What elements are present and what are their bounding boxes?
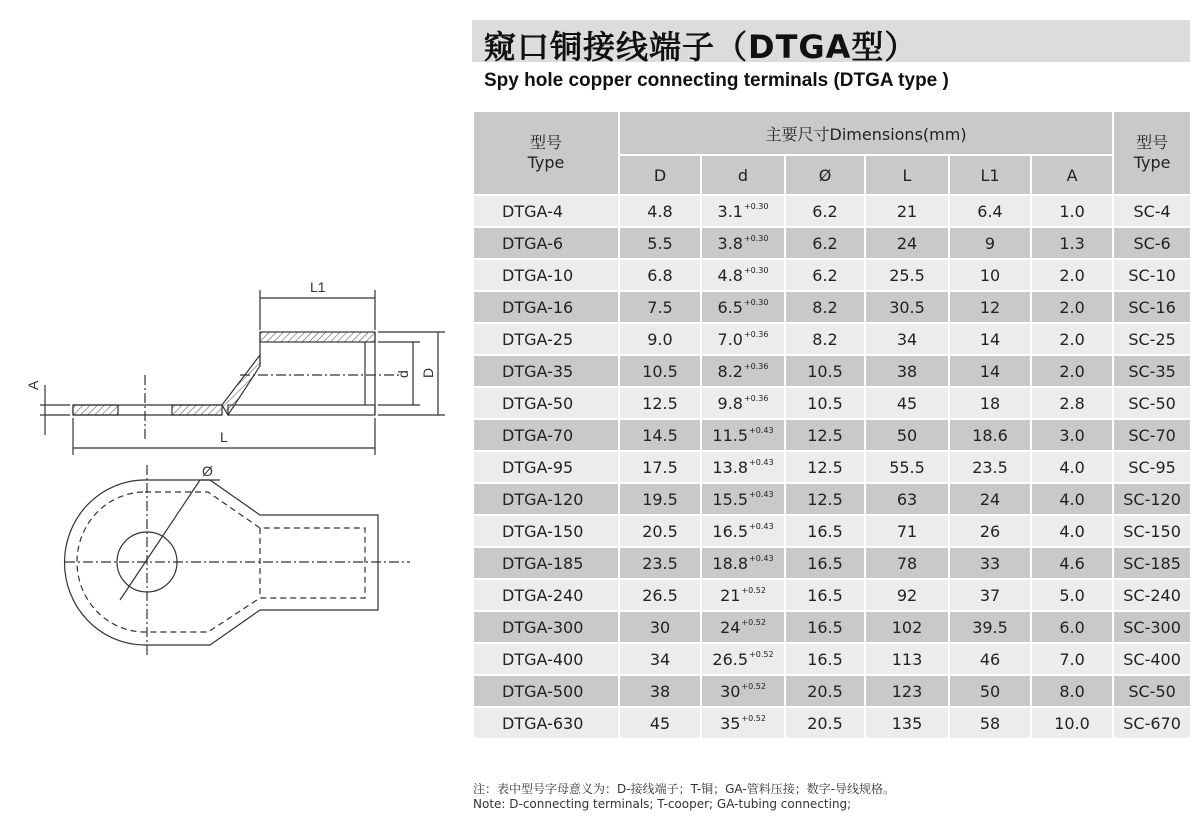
cell-L: 50	[865, 419, 949, 451]
table-row	[473, 611, 1191, 643]
cell-A: 2.0	[1031, 323, 1113, 355]
cell-phi: 16.5	[785, 515, 865, 547]
tolerance-superscript: +0.36	[743, 393, 769, 403]
cell-phi: 8.2	[785, 323, 865, 355]
table-row	[473, 195, 1191, 227]
cell-phi: 16.5	[785, 611, 865, 643]
terminal-drawing-svg	[20, 270, 450, 660]
cell-L: 24	[865, 227, 949, 259]
top-view	[65, 465, 410, 655]
cell-D: 19.5	[619, 483, 701, 515]
cell-L: 45	[865, 387, 949, 419]
cell-phi: 20.5	[785, 675, 865, 707]
cell-type: DTGA-6	[473, 227, 619, 259]
cell-phi: 6.2	[785, 195, 865, 227]
cell-A: 2.0	[1031, 355, 1113, 387]
cell-sc: SC-120	[1113, 483, 1191, 515]
cell-d: $24^{+0.52}$	[701, 611, 785, 643]
cell-type: DTGA-150	[473, 515, 619, 547]
cell-A: 1.0	[1031, 195, 1113, 227]
cell-L1: 14	[949, 323, 1031, 355]
tolerance-superscript: +0.43	[749, 425, 774, 435]
cell-L1: 14	[949, 355, 1031, 387]
tolerance-superscript: +0.52	[741, 681, 766, 691]
type-header-left: 型号 Type	[473, 111, 619, 195]
type-header-right: 型号 Type	[1113, 111, 1191, 195]
cell-L1: 46	[949, 643, 1031, 675]
cell-d: $3.8^{+0.30}$	[701, 227, 785, 259]
cell-L1: 6.4	[949, 195, 1031, 227]
cell-L: 55.5	[865, 451, 949, 483]
cell-d: $30^{+0.52}$	[701, 675, 785, 707]
side-view	[73, 332, 400, 440]
cell-L1: 18	[949, 387, 1031, 419]
tolerance-superscript: +0.30	[743, 201, 769, 211]
tolerance-superscript: +0.43	[749, 553, 774, 563]
cell-d: $9.8^{+0.36}$	[701, 387, 785, 419]
cell-type: DTGA-240	[473, 579, 619, 611]
cell-L: 63	[865, 483, 949, 515]
col-header-L: L	[865, 155, 949, 195]
col-header-d: d	[701, 155, 785, 195]
dimensions-header: 主要尺寸Dimensions(mm)	[619, 111, 1113, 155]
cell-type: DTGA-120	[473, 483, 619, 515]
cell-L: 135	[865, 707, 949, 739]
cell-A: 4.0	[1031, 483, 1113, 515]
cell-L1: 9	[949, 227, 1031, 259]
cell-L1: 50	[949, 675, 1031, 707]
cell-d: $18.8^{+0.43}$	[701, 547, 785, 579]
dimensions-table-container	[472, 110, 1190, 768]
cell-D: 30	[619, 611, 701, 643]
tolerance-superscript: +0.52	[741, 617, 766, 627]
page-subtitle: Spy hole copper connecting terminals (DTGA type )	[484, 70, 949, 91]
cell-A: 2.0	[1031, 291, 1113, 323]
cell-sc: SC-50	[1113, 675, 1191, 707]
side-plate-left	[73, 405, 118, 415]
table-body	[473, 195, 1191, 739]
dim-phi-line	[120, 480, 200, 600]
table-row	[473, 451, 1191, 483]
cell-d: $6.5^{+0.30}$	[701, 291, 785, 323]
cell-A: 4.0	[1031, 515, 1113, 547]
table-row	[473, 547, 1191, 579]
terminal-technical-drawing	[20, 270, 450, 664]
tolerance-superscript: +0.36	[743, 361, 769, 371]
cell-D: 38	[619, 675, 701, 707]
cell-D: 20.5	[619, 515, 701, 547]
cell-phi: 12.5	[785, 419, 865, 451]
cell-L: 123	[865, 675, 949, 707]
label-phi: Ø	[202, 463, 213, 479]
cell-d: $35^{+0.52}$	[701, 707, 785, 739]
barrel-top-wall	[260, 332, 375, 342]
tolerance-superscript: +0.30	[743, 233, 769, 243]
cell-L1: 24	[949, 483, 1031, 515]
cell-L: 92	[865, 579, 949, 611]
cell-d: $26.5^{+0.52}$	[701, 643, 785, 675]
cell-type: DTGA-185	[473, 547, 619, 579]
cell-phi: 6.2	[785, 259, 865, 291]
cell-L: 78	[865, 547, 949, 579]
table-row	[473, 291, 1191, 323]
cell-sc: SC-400	[1113, 643, 1191, 675]
cell-A: 10.0	[1031, 707, 1113, 739]
table-row	[473, 323, 1191, 355]
tolerance-superscript: +0.43	[749, 457, 774, 467]
cell-L1: 23.5	[949, 451, 1031, 483]
cell-type: DTGA-630	[473, 707, 619, 739]
cell-D: 17.5	[619, 451, 701, 483]
label-D: D	[420, 367, 436, 378]
cell-L: 71	[865, 515, 949, 547]
cell-sc: SC-185	[1113, 547, 1191, 579]
table-row	[473, 579, 1191, 611]
cell-D: 45	[619, 707, 701, 739]
cell-type: DTGA-10	[473, 259, 619, 291]
cell-D: 26.5	[619, 579, 701, 611]
cell-L: 30.5	[865, 291, 949, 323]
cell-d: $21^{+0.52}$	[701, 579, 785, 611]
cell-L1: 39.5	[949, 611, 1031, 643]
cell-sc: SC-10	[1113, 259, 1191, 291]
col-header-A: A	[1031, 155, 1113, 195]
dimensions-table	[472, 110, 1192, 740]
table-row	[473, 643, 1191, 675]
label-A: A	[25, 380, 41, 390]
cell-phi: 8.2	[785, 291, 865, 323]
tolerance-superscript: +0.52	[749, 649, 774, 659]
cell-d: $13.8^{+0.43}$	[701, 451, 785, 483]
tolerance-superscript: +0.52	[741, 713, 766, 723]
cell-d: $4.8^{+0.30}$	[701, 259, 785, 291]
cell-phi: 20.5	[785, 707, 865, 739]
cell-d: $15.5^{+0.43}$	[701, 483, 785, 515]
cell-phi: 16.5	[785, 547, 865, 579]
cell-sc: SC-25	[1113, 323, 1191, 355]
cell-A: 7.0	[1031, 643, 1113, 675]
label-L: L	[220, 429, 228, 445]
table-row	[473, 259, 1191, 291]
table-row	[473, 355, 1191, 387]
tolerance-superscript: +0.36	[743, 329, 769, 339]
cell-D: 12.5	[619, 387, 701, 419]
cell-L: 102	[865, 611, 949, 643]
cell-L: 25.5	[865, 259, 949, 291]
label-L1: L1	[310, 279, 326, 295]
tolerance-superscript: +0.43	[749, 489, 774, 499]
cell-type: DTGA-4	[473, 195, 619, 227]
table-row	[473, 515, 1191, 547]
cell-sc: SC-95	[1113, 451, 1191, 483]
table-row	[473, 675, 1191, 707]
cell-D: 4.8	[619, 195, 701, 227]
barrel-bottom-wall	[228, 405, 375, 415]
cell-phi: 16.5	[785, 579, 865, 611]
cell-sc: SC-300	[1113, 611, 1191, 643]
side-plate-right	[172, 405, 222, 415]
cell-L: 38	[865, 355, 949, 387]
cell-sc: SC-16	[1113, 291, 1191, 323]
cell-type: DTGA-16	[473, 291, 619, 323]
cell-type: DTGA-25	[473, 323, 619, 355]
table-row	[473, 387, 1191, 419]
cell-sc: SC-150	[1113, 515, 1191, 547]
cell-type: DTGA-400	[473, 643, 619, 675]
cell-phi: 6.2	[785, 227, 865, 259]
cell-A: 4.6	[1031, 547, 1113, 579]
cell-phi: 12.5	[785, 483, 865, 515]
cell-L1: 12	[949, 291, 1031, 323]
note-cn: 注：表中型号字母意义为：D-接线端子；T-铜；GA-管料压接；数字-导线规格。	[473, 782, 896, 796]
cell-A: 8.0	[1031, 675, 1113, 707]
cell-phi: 16.5	[785, 643, 865, 675]
cell-type: DTGA-35	[473, 355, 619, 387]
cell-D: 6.8	[619, 259, 701, 291]
col-header-L1: L1	[949, 155, 1031, 195]
cell-A: 2.0	[1031, 259, 1113, 291]
cell-type: DTGA-70	[473, 419, 619, 451]
cell-D: 9.0	[619, 323, 701, 355]
cell-A: 1.3	[1031, 227, 1113, 259]
table-row	[473, 707, 1191, 739]
cell-A: 3.0	[1031, 419, 1113, 451]
page-title: 窥口铜接线端子（DTGA型）	[484, 28, 918, 66]
col-header-D: D	[619, 155, 701, 195]
cell-A: 4.0	[1031, 451, 1113, 483]
cell-D: 23.5	[619, 547, 701, 579]
table-row	[473, 419, 1191, 451]
tolerance-superscript: +0.52	[741, 585, 766, 595]
cell-L: 113	[865, 643, 949, 675]
cell-L1: 26	[949, 515, 1031, 547]
cell-A: 6.0	[1031, 611, 1113, 643]
cell-sc: SC-4	[1113, 195, 1191, 227]
cell-L1: 18.6	[949, 419, 1031, 451]
cell-phi: 10.5	[785, 387, 865, 419]
cell-phi: 10.5	[785, 355, 865, 387]
table-row	[473, 483, 1191, 515]
cell-L: 21	[865, 195, 949, 227]
cell-d: $7.0^{+0.36}$	[701, 323, 785, 355]
cell-d: $8.2^{+0.36}$	[701, 355, 785, 387]
cell-d: $3.1^{+0.30}$	[701, 195, 785, 227]
tolerance-superscript: +0.30	[743, 265, 769, 275]
label-d: d	[395, 370, 411, 378]
cell-d: $16.5^{+0.43}$	[701, 515, 785, 547]
col-header-phi: Ø	[785, 155, 865, 195]
cell-sc: SC-50	[1113, 387, 1191, 419]
tolerance-superscript: +0.30	[743, 297, 769, 307]
tolerance-superscript: +0.43	[749, 521, 774, 531]
cell-L: 34	[865, 323, 949, 355]
cell-D: 10.5	[619, 355, 701, 387]
cell-sc: SC-70	[1113, 419, 1191, 451]
cell-D: 14.5	[619, 419, 701, 451]
cell-L1: 33	[949, 547, 1031, 579]
cell-D: 5.5	[619, 227, 701, 259]
cell-D: 7.5	[619, 291, 701, 323]
cell-A: 5.0	[1031, 579, 1113, 611]
notes	[473, 782, 895, 812]
cell-L1: 37	[949, 579, 1031, 611]
cell-type: DTGA-500	[473, 675, 619, 707]
cell-type: DTGA-50	[473, 387, 619, 419]
cell-type: DTGA-300	[473, 611, 619, 643]
cell-L1: 10	[949, 259, 1031, 291]
cell-sc: SC-6	[1113, 227, 1191, 259]
cell-sc: SC-240	[1113, 579, 1191, 611]
cell-sc: SC-670	[1113, 707, 1191, 739]
cell-A: 2.8	[1031, 387, 1113, 419]
cell-type: DTGA-95	[473, 451, 619, 483]
cell-D: 34	[619, 643, 701, 675]
table-row	[473, 227, 1191, 259]
cell-L1: 58	[949, 707, 1031, 739]
note-en: Note: D-connecting terminals; T-cooper; GA-tubing connecting;	[473, 797, 852, 811]
cell-d: $11.5^{+0.43}$	[701, 419, 785, 451]
cell-phi: 12.5	[785, 451, 865, 483]
cell-sc: SC-35	[1113, 355, 1191, 387]
